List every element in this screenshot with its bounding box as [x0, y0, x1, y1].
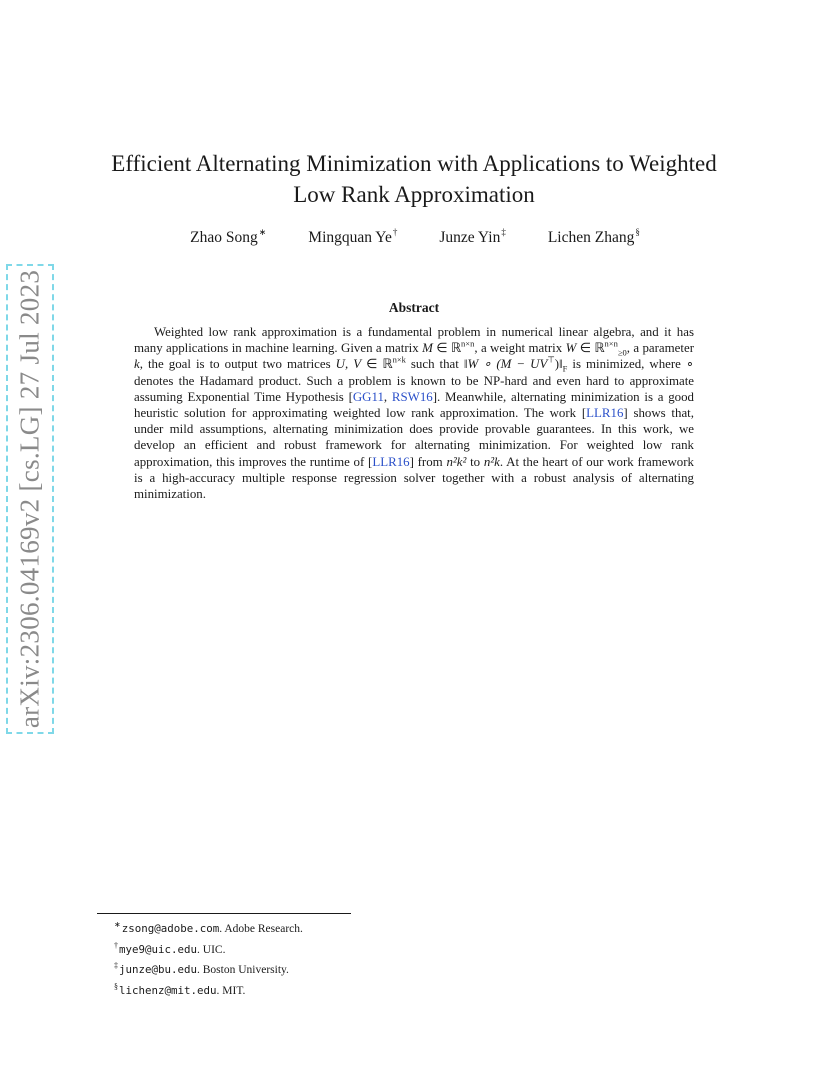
footnote-3	[114, 958, 614, 979]
math-runtime: n²k	[483, 454, 500, 469]
footnote-1	[114, 917, 614, 938]
abstract-text: , a parameter	[626, 341, 694, 356]
abstract-text: ]. Meanwhile, alternating minimization is a good heuristic solution for approximating weighted low rank approximation. The work [	[134, 389, 695, 421]
math-symbol: W	[565, 341, 577, 356]
citation-link-rsw16[interactable]: RSW16	[391, 389, 433, 404]
affiliation: . Boston University.	[197, 964, 289, 977]
title-line-2: Low Rank Approximation	[293, 182, 535, 207]
abstract-body	[134, 324, 694, 502]
math-text: ∈ ℝ	[432, 341, 462, 356]
math-superscript: n×k	[392, 355, 406, 366]
footnote-mark: ∗	[114, 920, 121, 929]
citation-link-llr16[interactable]: LLR16	[586, 406, 624, 421]
abstract-text: Weighted low rank approximation is a fundamental problem in numerical linear algebra, and it has many applications in machine learning. Given a matrix	[134, 325, 694, 356]
affiliation: . MIT.	[216, 984, 246, 997]
abstract-text: . At the heart of our work framework is a high-accuracy multiple response regression solver together with a robust analysis of alternating minimization.	[134, 454, 694, 502]
abstract-text: is minimized, where ∘ denotes the Hadamard product. Such a problem is known to be NP-hard and even hard to approximate assuming Exponential Time Hypothesis [	[134, 357, 694, 404]
author-email[interactable]: mye9@uic.edu	[119, 942, 198, 956]
abstract-text: ] from	[409, 454, 447, 469]
footnote-mark: †	[114, 940, 118, 950]
abstract-text: such that	[405, 357, 464, 372]
math-subscript: F	[562, 363, 568, 374]
math-superscript: ⊤	[547, 355, 555, 366]
abstract-text: ,	[383, 389, 392, 404]
author-name: Mingquan Ye	[308, 229, 392, 246]
title-line-1: Efficient Alternating Minimization with Applications to Weighted	[111, 151, 717, 176]
footnote-mark: ‡	[114, 961, 118, 971]
author-name: Zhao Song	[190, 229, 258, 246]
math-text: )‖	[554, 357, 563, 372]
math-superscript: n×n	[461, 338, 475, 349]
abstract-text: to	[466, 454, 484, 469]
author-list	[130, 227, 700, 247]
math-superscript: n×n	[604, 338, 618, 349]
author-3	[439, 227, 506, 247]
author-2	[308, 227, 397, 247]
abstract-heading: Abstract	[388, 300, 440, 315]
arxiv-identifier: arXiv:2306.04169v2 [cs.LG] 27 Jul 2023	[14, 269, 45, 729]
math-text: ∈ ℝ	[361, 357, 393, 372]
abstract-text: ] shows that, under mild assumptions, alternating minimization does provide provable guarantees. In this work, we develop an efficient and robust framework for alternating minimization. For weighted low rank approximation, this improves the runtime of [	[134, 406, 694, 469]
math-symbol: M	[422, 341, 433, 356]
author-email[interactable]: lichenz@mit.edu	[119, 983, 217, 997]
author-1	[190, 227, 266, 247]
math-subscript: ≥0	[617, 347, 627, 358]
footnote-mark: §	[114, 981, 118, 991]
math-symbol: k	[134, 357, 140, 372]
affiliation: . Adobe Research.	[219, 923, 303, 935]
author-footnote-mark: ∗	[258, 227, 267, 237]
abstract-text: , the goal is to output two matrices	[139, 357, 336, 372]
citation-link-gg11[interactable]: GG11	[352, 389, 384, 404]
abstract-text: , a weight matrix	[474, 341, 566, 356]
citation-link-llr16[interactable]: LLR16	[372, 454, 410, 469]
author-email[interactable]: junze@bu.edu	[119, 963, 198, 977]
author-name: Lichen Zhang	[547, 229, 635, 246]
math-runtime: n²k²	[446, 454, 467, 469]
author-footnote-mark: §	[635, 227, 640, 237]
author-4	[548, 227, 640, 247]
math-objective: ‖W ∘ (M − UV	[463, 357, 548, 372]
author-email[interactable]: zsong@adobe.com	[121, 922, 220, 935]
arxiv-stamp	[6, 264, 54, 734]
footnote-4	[114, 979, 614, 1000]
footnote-2	[114, 938, 614, 959]
author-footnote-mark: †	[392, 227, 398, 237]
math-symbol: U, V	[335, 357, 362, 372]
paper-title	[90, 148, 738, 210]
math-text: ∈ ℝ	[576, 341, 605, 356]
affiliation: . UIC.	[197, 943, 226, 956]
author-name: Junze Yin	[439, 229, 501, 246]
footnotes	[114, 917, 614, 999]
footnote-divider	[97, 913, 351, 914]
author-footnote-mark: ‡	[501, 227, 506, 237]
